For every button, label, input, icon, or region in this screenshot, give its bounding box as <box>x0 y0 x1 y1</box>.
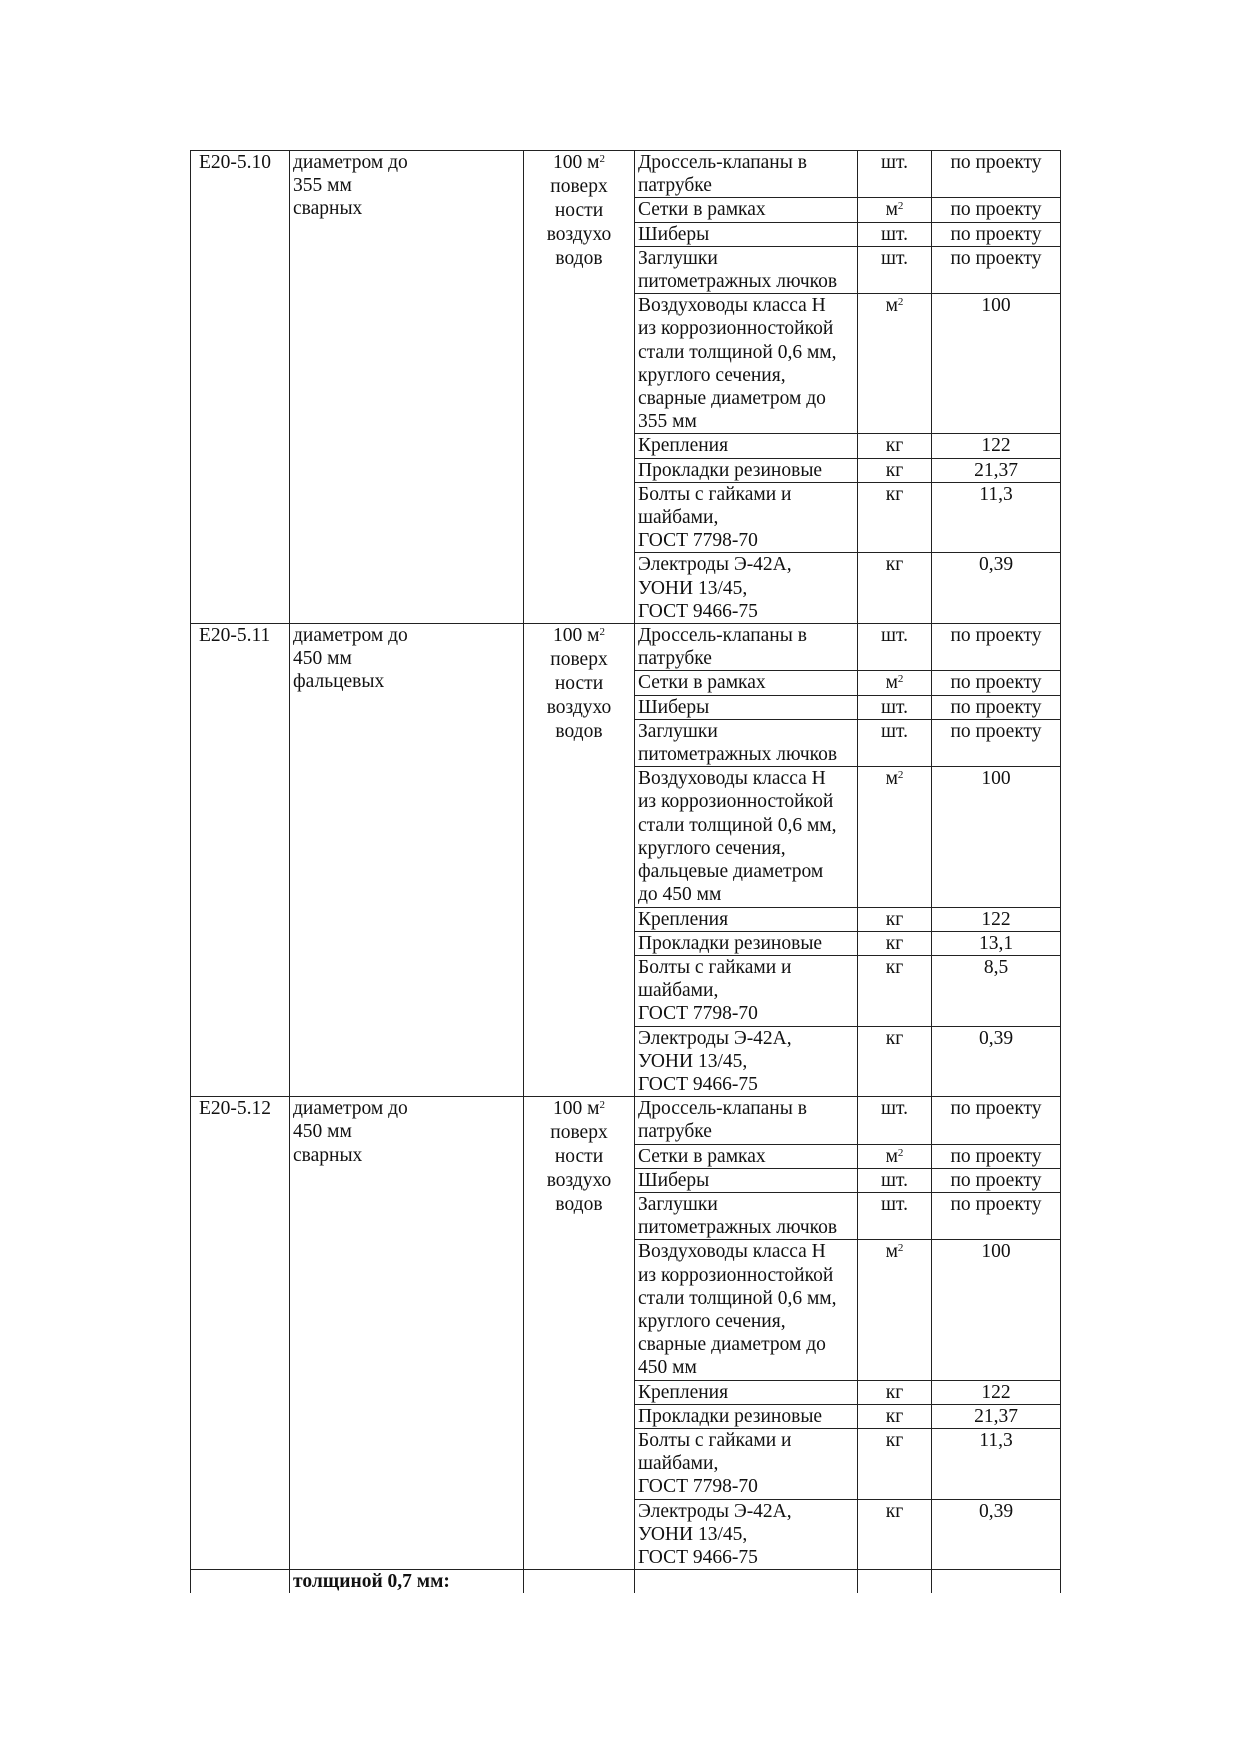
resource-quantity-cell: 122 <box>932 434 1061 458</box>
table-row <box>191 1097 1061 1144</box>
text-line: до 450 мм <box>638 884 722 906</box>
text-line: питометражных лючков <box>638 1217 838 1239</box>
measure-line: 100 $м^2$ <box>553 152 605 173</box>
resource-name-cell <box>635 719 858 766</box>
resource-unit-cell: $м^2$ <box>858 1240 932 1380</box>
table-row <box>191 624 1061 671</box>
text-line: сварных <box>293 1144 363 1166</box>
text-line: Воздуховоды класса Н <box>638 295 826 317</box>
resource-unit-cell: кг <box>858 553 932 624</box>
footer-code-cell <box>191 1570 290 1594</box>
resource-unit-cell: кг <box>858 434 932 458</box>
norm-description-cell <box>290 1097 524 1570</box>
text-line: Сетки в рамках <box>638 672 766 694</box>
text-line: шайбами, <box>638 1453 719 1475</box>
resource-unit-cell: кг <box>858 1026 932 1097</box>
text-line: диаметром до <box>293 1098 408 1120</box>
text-line: фальцевые диаметром <box>638 861 824 883</box>
text-line: Дроссель-клапаны в <box>638 152 807 173</box>
resource-quantity-cell: 21,37 <box>932 458 1061 482</box>
resource-unit-cell: шт. <box>858 246 932 293</box>
text-line: 355 мм <box>293 175 352 197</box>
resource-unit-cell: шт. <box>858 222 932 246</box>
measure-line: водов <box>555 248 603 269</box>
document-page <box>190 150 1060 1593</box>
text-line: патрубке <box>638 1121 712 1143</box>
norm-code-cell: Е20-5.10 <box>191 151 290 624</box>
text-line: Заглушки <box>638 247 718 269</box>
resource-name-cell <box>635 695 858 719</box>
text-line: стали толщиной 0,6 мм, <box>638 341 837 363</box>
text-line: шайбами, <box>638 980 719 1002</box>
measure-line: водов <box>555 1194 603 1216</box>
text-line: УОНИ 13/45, <box>638 577 748 599</box>
norm-description-cell <box>290 151 524 624</box>
resource-quantity-cell: по проекту <box>932 198 1061 222</box>
resource-quantity-cell: 11,3 <box>932 1428 1061 1499</box>
resource-name-cell <box>635 931 858 955</box>
text-line: Сетки в рамках <box>638 1145 766 1167</box>
text-line: ГОСТ 7798-70 <box>638 530 758 552</box>
text-line: из коррозионностойкой <box>638 791 834 813</box>
text-line: УОНИ 13/45, <box>638 1523 748 1545</box>
text-line: Болты с гайками и <box>638 1429 792 1451</box>
resource-quantity-cell: по проекту <box>932 1144 1061 1168</box>
text-line: ГОСТ 9466-75 <box>638 600 758 622</box>
resource-unit-cell: шт. <box>858 624 932 671</box>
resource-unit-cell: кг <box>858 907 932 931</box>
resource-unit-cell: кг <box>858 1428 932 1499</box>
resource-name-cell <box>635 1404 858 1428</box>
resource-quantity-cell: по проекту <box>932 624 1061 671</box>
resource-unit-cell: кг <box>858 1380 932 1404</box>
measure-line: ности <box>554 1146 604 1168</box>
resource-unit-cell: кг <box>858 955 932 1026</box>
resource-quantity-cell: 122 <box>932 1380 1061 1404</box>
resource-name-cell <box>635 907 858 931</box>
resource-name-cell <box>635 198 858 222</box>
text-line: Крепления <box>638 1381 729 1403</box>
resource-quantity-cell: по проекту <box>932 246 1061 293</box>
measure-line: поверх <box>550 649 608 671</box>
resource-name-cell <box>635 151 858 198</box>
text-line: Болты с гайками и <box>638 483 792 505</box>
resource-quantity-cell: 100 <box>932 1240 1061 1380</box>
footer-desc-cell: толщиной 0,7 мм: <box>290 1570 524 1594</box>
resource-unit-cell: $м^2$ <box>858 671 932 695</box>
resource-quantity-cell: 21,37 <box>932 1404 1061 1428</box>
resource-name-cell <box>635 1192 858 1239</box>
resource-unit-cell: $м^2$ <box>858 1144 932 1168</box>
resource-name-cell <box>635 1144 858 1168</box>
measure-line: 100 $м^2$ <box>553 1098 605 1120</box>
footer-measure-cell <box>524 1570 635 1594</box>
text-line: диаметром до <box>293 625 408 647</box>
text-line: стали толщиной 0,6 мм, <box>638 814 837 836</box>
text-line: Шиберы <box>638 223 710 245</box>
text-line: ГОСТ 9466-75 <box>638 1073 758 1095</box>
measure-line: воздухо <box>546 224 612 245</box>
resource-name-cell <box>635 294 858 434</box>
text-line: диаметром до <box>293 152 408 173</box>
norm-code-cell: Е20-5.12 <box>191 1097 290 1570</box>
resource-quantity-cell: по проекту <box>932 1097 1061 1144</box>
resource-name-cell <box>635 1097 858 1144</box>
text-line: патрубке <box>638 175 712 197</box>
text-line: ГОСТ 7798-70 <box>638 1003 758 1025</box>
resource-unit-cell: шт. <box>858 1192 932 1239</box>
text-line: Заглушки <box>638 1193 718 1215</box>
resource-name-cell <box>635 767 858 907</box>
table-footer-row <box>191 1570 1061 1594</box>
resource-name-cell <box>635 1380 858 1404</box>
text-line: питометражных лючков <box>638 744 838 766</box>
resource-norm-table <box>190 150 1061 1593</box>
resource-name-cell <box>635 1428 858 1499</box>
text-line: из коррозионностойкой <box>638 318 834 340</box>
resource-quantity-cell: по проекту <box>932 1192 1061 1239</box>
resource-name-cell <box>635 482 858 553</box>
resource-quantity-cell: 8,5 <box>932 955 1061 1026</box>
measure-line: ности <box>554 673 604 695</box>
resource-unit-cell: шт. <box>858 719 932 766</box>
resource-unit-cell: кг <box>858 482 932 553</box>
text-line: Электроды Э-42А, <box>638 1027 792 1049</box>
resource-quantity-cell: 100 <box>932 767 1061 907</box>
resource-name-cell <box>635 1168 858 1192</box>
text-line: питометражных лючков <box>638 271 838 293</box>
text-line: сварных <box>293 198 363 220</box>
measure-unit-cell <box>524 151 635 624</box>
text-line: Дроссель-клапаны в <box>638 1098 807 1120</box>
norm-code-cell: Е20-5.11 <box>191 624 290 1097</box>
footer-name-cell <box>635 1570 858 1594</box>
table-body <box>191 151 1061 1570</box>
resource-name-cell <box>635 1026 858 1097</box>
text-line: круглого сечения, <box>638 837 786 859</box>
text-line: патрубке <box>638 648 712 670</box>
text-line: 450 мм <box>638 1357 697 1379</box>
resource-name-cell <box>635 458 858 482</box>
text-line: Электроды Э-42А, <box>638 1500 792 1522</box>
measure-line: ности <box>554 200 604 221</box>
resource-unit-cell: шт. <box>858 1168 932 1192</box>
text-line: Воздуховоды класса Н <box>638 1241 826 1263</box>
resource-quantity-cell: 0,39 <box>932 1026 1061 1097</box>
resource-quantity-cell: 13,1 <box>932 931 1061 955</box>
resource-quantity-cell: по проекту <box>932 671 1061 695</box>
text-line: Крепления <box>638 908 729 930</box>
resource-name-cell <box>635 246 858 293</box>
resource-name-cell <box>635 553 858 624</box>
text-line: стали толщиной 0,6 мм, <box>638 1287 837 1309</box>
text-line: шайбами, <box>638 507 719 529</box>
resource-unit-cell: шт. <box>858 695 932 719</box>
text-line: 450 мм <box>293 648 352 670</box>
text-line: 355 мм <box>638 411 697 433</box>
norm-description-cell <box>290 624 524 1097</box>
text-line: Шиберы <box>638 696 710 718</box>
resource-quantity-cell: 0,39 <box>932 1499 1061 1570</box>
resource-name-cell <box>635 671 858 695</box>
resource-unit-cell: шт. <box>858 151 932 198</box>
text-line: Воздуховоды класса Н <box>638 768 826 790</box>
resource-unit-cell: кг <box>858 458 932 482</box>
text-line: Болты с гайками и <box>638 956 792 978</box>
resource-name-cell <box>635 1499 858 1570</box>
text-line: Прокладки резиновые <box>638 932 823 954</box>
measure-line: поверх <box>550 1122 608 1144</box>
measure-line: поверх <box>550 176 608 197</box>
measure-line: воздухо <box>546 697 612 719</box>
resource-name-cell <box>635 1240 858 1380</box>
footer-qty-cell <box>932 1570 1061 1594</box>
text-line: 450 мм <box>293 1121 352 1143</box>
text-line: ГОСТ 9466-75 <box>638 1546 758 1568</box>
text-line: Дроссель-клапаны в <box>638 625 807 647</box>
text-line: Прокладки резиновые <box>638 459 823 481</box>
text-line: Электроды Э-42А, <box>638 554 792 576</box>
text-line: Шиберы <box>638 1169 710 1191</box>
resource-quantity-cell: 100 <box>932 294 1061 434</box>
text-line: УОНИ 13/45, <box>638 1050 748 1072</box>
resource-quantity-cell: по проекту <box>932 222 1061 246</box>
resource-unit-cell: кг <box>858 1499 932 1570</box>
resource-name-cell <box>635 624 858 671</box>
resource-quantity-cell: 122 <box>932 907 1061 931</box>
measure-unit-cell <box>524 624 635 1097</box>
resource-unit-cell: шт. <box>858 1097 932 1144</box>
measure-line: воздухо <box>546 1170 612 1192</box>
measure-line: 100 $м^2$ <box>553 625 605 647</box>
resource-quantity-cell: по проекту <box>932 151 1061 198</box>
resource-unit-cell: кг <box>858 931 932 955</box>
text-line: фальцевых <box>293 671 385 693</box>
resource-quantity-cell: 11,3 <box>932 482 1061 553</box>
text-line: круглого сечения, <box>638 1310 786 1332</box>
text-line: сварные диаметром до <box>638 1334 826 1356</box>
resource-unit-cell: $м^2$ <box>858 767 932 907</box>
measure-unit-cell <box>524 1097 635 1570</box>
table-row <box>191 151 1061 198</box>
footer-unit-cell <box>858 1570 932 1594</box>
resource-quantity-cell: по проекту <box>932 695 1061 719</box>
resource-name-cell <box>635 434 858 458</box>
text-line: Прокладки резиновые <box>638 1405 823 1427</box>
text-line: Сетки в рамках <box>638 199 766 221</box>
measure-line: водов <box>555 721 603 743</box>
resource-unit-cell: $м^2$ <box>858 198 932 222</box>
resource-unit-cell: $м^2$ <box>858 294 932 434</box>
resource-unit-cell: кг <box>858 1404 932 1428</box>
text-line: Крепления <box>638 435 729 457</box>
resource-name-cell <box>635 222 858 246</box>
text-line: Заглушки <box>638 720 718 742</box>
text-line: ГОСТ 7798-70 <box>638 1476 758 1498</box>
resource-quantity-cell: по проекту <box>932 719 1061 766</box>
resource-quantity-cell: по проекту <box>932 1168 1061 1192</box>
text-line: из коррозионностойкой <box>638 1264 834 1286</box>
text-line: круглого сечения, <box>638 364 786 386</box>
resource-name-cell <box>635 955 858 1026</box>
resource-quantity-cell: 0,39 <box>932 553 1061 624</box>
text-line: сварные диаметром до <box>638 388 826 410</box>
